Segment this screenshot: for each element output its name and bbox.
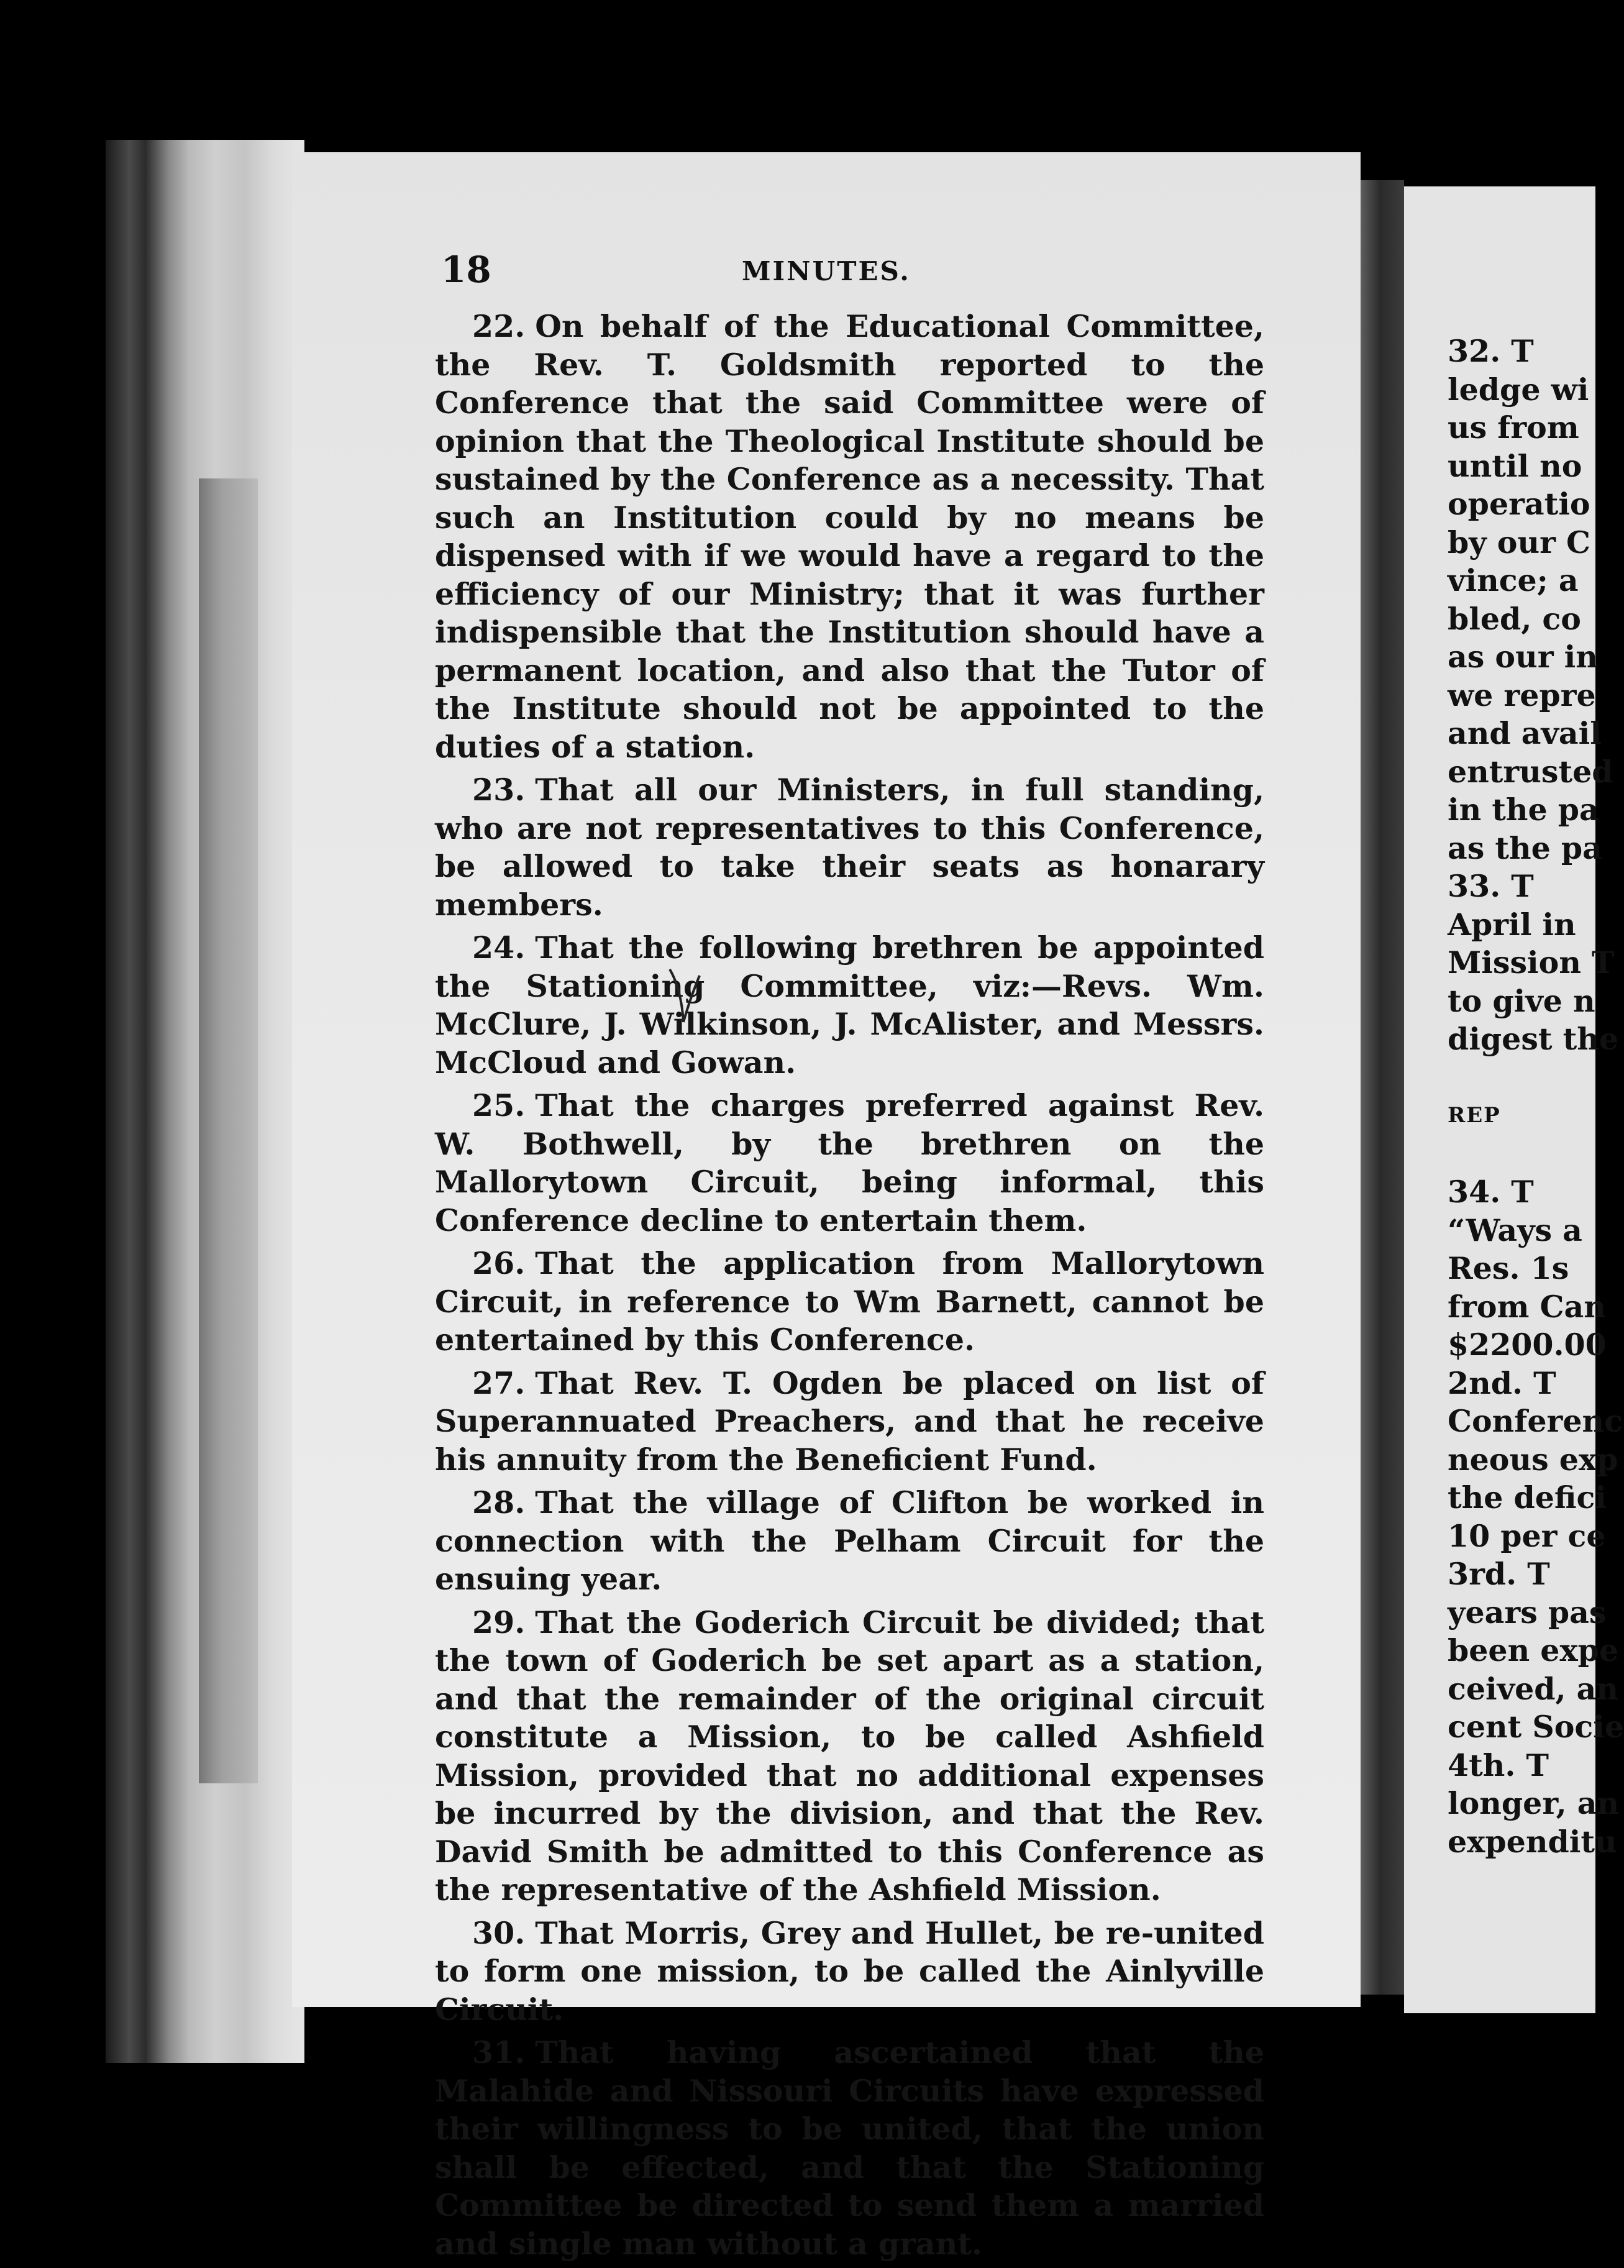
facing-page-lines bbox=[1448, 332, 1624, 1861]
facing-page-line bbox=[1448, 1059, 1609, 1097]
book-gutter bbox=[1361, 180, 1404, 1995]
facing-page-line: bled, co bbox=[1448, 600, 1581, 637]
facing-page-line: vince; a bbox=[1448, 562, 1579, 598]
paragraph-26 bbox=[435, 1245, 1264, 1360]
facing-page-line: Mission T bbox=[1448, 944, 1615, 981]
facing-page-line: 32. T bbox=[1448, 333, 1534, 369]
paragraph-number: 30. bbox=[472, 1914, 526, 1951]
facing-page-line: by our C bbox=[1448, 524, 1590, 560]
paragraph-text: That all our Ministers, in full standing, who are not representatives to this Conference, be allowed to take their seats as honarary members. bbox=[435, 772, 1264, 923]
paragraph-text: That the charges preferred against Rev. W. Bothwell, by the brethren on the Mallorytown Circuit, being informal, this Conference decline to entertain them. bbox=[435, 1087, 1264, 1238]
paragraph-30 bbox=[435, 1914, 1264, 2029]
paragraph-text: That the Goderich Circuit be divided; that the town of Goderich be set apart as a station, and that the remainder of the original circuit constitute a Mission, to be called Ashfield Mission, provided that no additional expenses be incurred by the division, and that the Rev. David Smith be admitted to this Conference as the representative of the Ashfield Mission. bbox=[435, 1604, 1264, 1908]
paragraph-number: 31. bbox=[472, 2034, 526, 2070]
facing-page-line: cent Socie bbox=[1448, 1709, 1624, 1745]
facing-page-fragment bbox=[1404, 186, 1624, 2013]
facing-page-line: neous exp bbox=[1448, 1441, 1618, 1478]
facing-page-line: ceived, an bbox=[1448, 1670, 1619, 1707]
page-edge-shadow bbox=[199, 478, 258, 1783]
facing-page-line: we repre bbox=[1448, 677, 1596, 713]
paragraph-number: 23. bbox=[472, 772, 526, 808]
paragraph-29 bbox=[435, 1604, 1264, 1909]
paragraph-27 bbox=[435, 1365, 1264, 1479]
paragraph-25 bbox=[435, 1087, 1264, 1240]
running-head-title: MINUTES. bbox=[742, 256, 911, 286]
page-number: 18 bbox=[441, 249, 491, 291]
facing-page-line: and avail bbox=[1448, 715, 1602, 751]
paragraph-number: 24. bbox=[472, 930, 526, 966]
paragraph-number: 28. bbox=[472, 1484, 526, 1520]
paragraph-text: That Morris, Grey and Hullet, be re-united to form one mission, to be called the Ainlyville Circuit. bbox=[435, 1914, 1264, 2028]
facing-page-line: as the pa bbox=[1448, 830, 1602, 866]
paragraph-text: That the application from Mallorytown Circuit, in reference to Wm Barnett, cannot be entertained by this Conference. bbox=[435, 1245, 1264, 1358]
facing-page-line: expenditu bbox=[1448, 1823, 1617, 1860]
facing-page-line: years pas bbox=[1448, 1594, 1607, 1630]
facing-page-line: longer, an bbox=[1448, 1785, 1620, 1821]
facing-page-line: 3rd. T bbox=[1448, 1556, 1550, 1592]
paragraph-number: 29. bbox=[472, 1604, 526, 1640]
facing-page-line: Conferenc bbox=[1448, 1403, 1623, 1439]
paragraph-number: 27. bbox=[472, 1365, 526, 1401]
facing-page-line: 4th. T bbox=[1448, 1747, 1549, 1783]
facing-page-line: April in bbox=[1448, 906, 1576, 943]
paragraph-24 bbox=[435, 929, 1264, 1082]
facing-page-line: us from bbox=[1448, 409, 1579, 446]
facing-page-line bbox=[1448, 1135, 1609, 1174]
facing-page-line: Res. 1s bbox=[1448, 1250, 1569, 1286]
paragraph-23 bbox=[435, 771, 1264, 924]
facing-page-line: 34. T bbox=[1448, 1174, 1534, 1210]
facing-page-line: the defici bbox=[1448, 1479, 1607, 1516]
facing-page-line: 10 per ce bbox=[1448, 1517, 1606, 1554]
facing-page-line: as our in bbox=[1448, 639, 1598, 675]
paragraph-text: That the following brethren be appointed the Stationing Committee, viz:—Revs. Wm. McClure, J. Wilkinson, J. McAlister, and Messrs. McCloud and Gowan. bbox=[435, 930, 1264, 1081]
page-body bbox=[435, 308, 1264, 2268]
facing-page-line: until no bbox=[1448, 447, 1582, 484]
running-head bbox=[292, 249, 1361, 298]
facing-page-line: digest the bbox=[1448, 1021, 1619, 1057]
handwritten-pen-mark bbox=[665, 963, 702, 1031]
facing-page-line: in the pa bbox=[1448, 792, 1599, 828]
paragraph-number: 25. bbox=[472, 1087, 526, 1123]
left-page bbox=[292, 152, 1361, 2262]
facing-page-line: “Ways a bbox=[1448, 1212, 1582, 1248]
facing-page-line: ledge wi bbox=[1448, 371, 1589, 408]
facing-page-line: $2200.00 bbox=[1448, 1327, 1607, 1363]
facing-page-line: operatio bbox=[1448, 486, 1590, 522]
facing-page-line: to give n bbox=[1448, 982, 1595, 1019]
facing-page-line: REP bbox=[1448, 1103, 1501, 1128]
paragraph-text: That Rev. T. Ogden be placed on list of Superannuated Preachers, and that he receive his annuity from the Beneficient Fund. bbox=[435, 1365, 1264, 1478]
paragraph-31 bbox=[435, 2034, 1264, 2263]
paragraph-number: 22. bbox=[472, 308, 526, 344]
facing-page-line: been expe bbox=[1448, 1632, 1619, 1668]
paragraph-number: 26. bbox=[472, 1245, 526, 1281]
facing-page-line: 33. T bbox=[1448, 868, 1534, 904]
paragraph-text: On behalf of the Educational Committee, the Rev. T. Goldsmith reported to the Conference that the said Committee were of opinion that the Theological Institute should be sustained by the Conference as a necessity. That such an Institution could by no means be dispensed with if we would have a regard to the efficiency of our Ministry; that it was further indispensible that the Institution should have a permanent location, and also that the Tutor of the Institute should not be appointed to the duties of a station. bbox=[435, 308, 1264, 765]
facing-page-line: from Can bbox=[1448, 1288, 1606, 1325]
facing-page-line: entrusted bbox=[1448, 753, 1613, 790]
facing-page-line: 2nd. T bbox=[1448, 1365, 1556, 1401]
paragraph-text: That having ascertained that the Malahide and Nissouri Circuits have expressed their willingness to be united, that the union shall be effected, and that the Stationing Committee be directed to send them a married and single man without a grant. bbox=[435, 2034, 1264, 2262]
paragraph-text: That the village of Clifton be worked in connection with the Pelham Circuit for the ensuing year. bbox=[435, 1484, 1264, 1597]
paragraph-28 bbox=[435, 1484, 1264, 1599]
paragraph-22 bbox=[435, 308, 1264, 766]
